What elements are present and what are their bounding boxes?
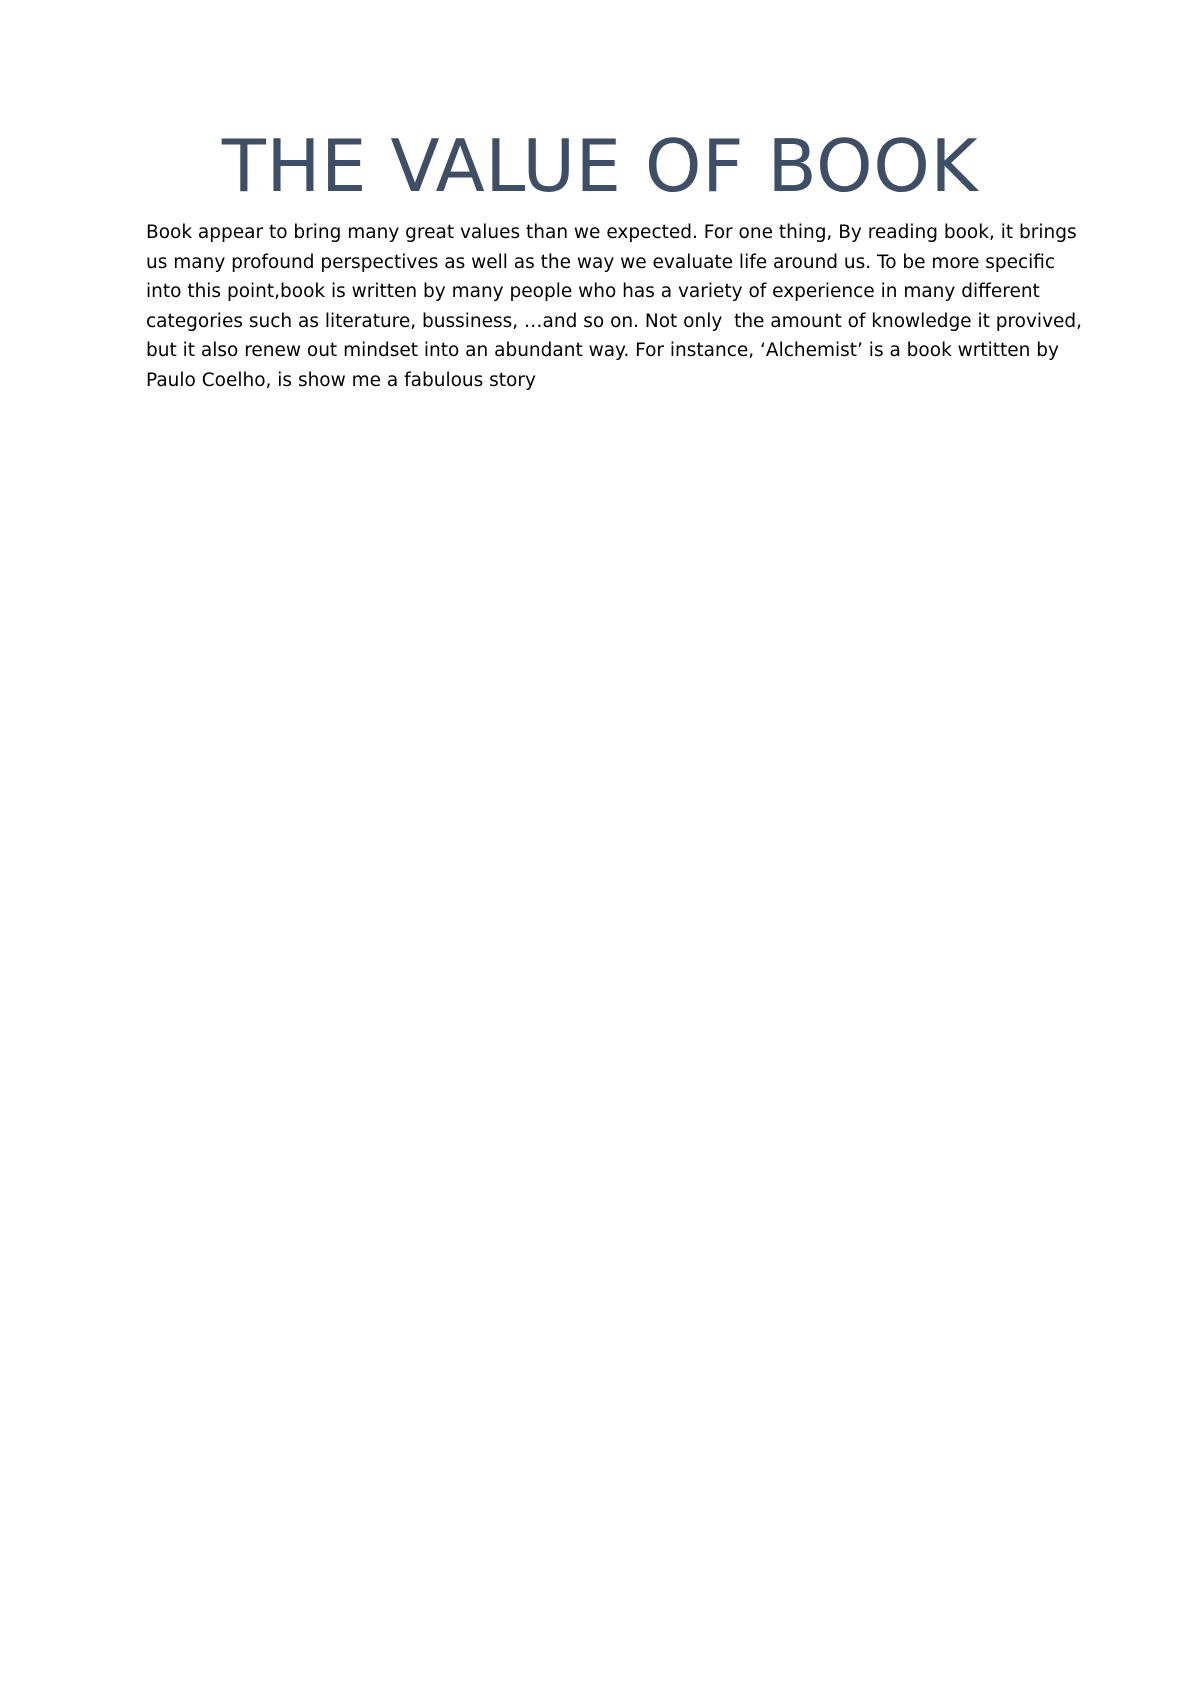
body-line: but it also renew out mindset into an abundant way. For instance, ‘Alchemist’ is a book wrtitten by [146,340,1059,362]
document-title: THE VALUE OF BOOK [221,124,979,208]
document-body-paragraph [146,218,1083,396]
body-line: us many profound perspectives as well as the way we evaluate life around us. To be more specific [146,251,1056,273]
body-line: Paulo Coelho, is show me a fabulous story [146,369,536,391]
body-line: into this point,book is written by many people who has a variety of experience in many different [146,281,1040,303]
body-line: categories such as literature, bussiness, …and so on. Not only the amount of knowledge it provived, [146,310,1083,332]
body-line: Book appear to bring many great values than we expected. For one thing, By reading book, it brings [146,222,1077,243]
